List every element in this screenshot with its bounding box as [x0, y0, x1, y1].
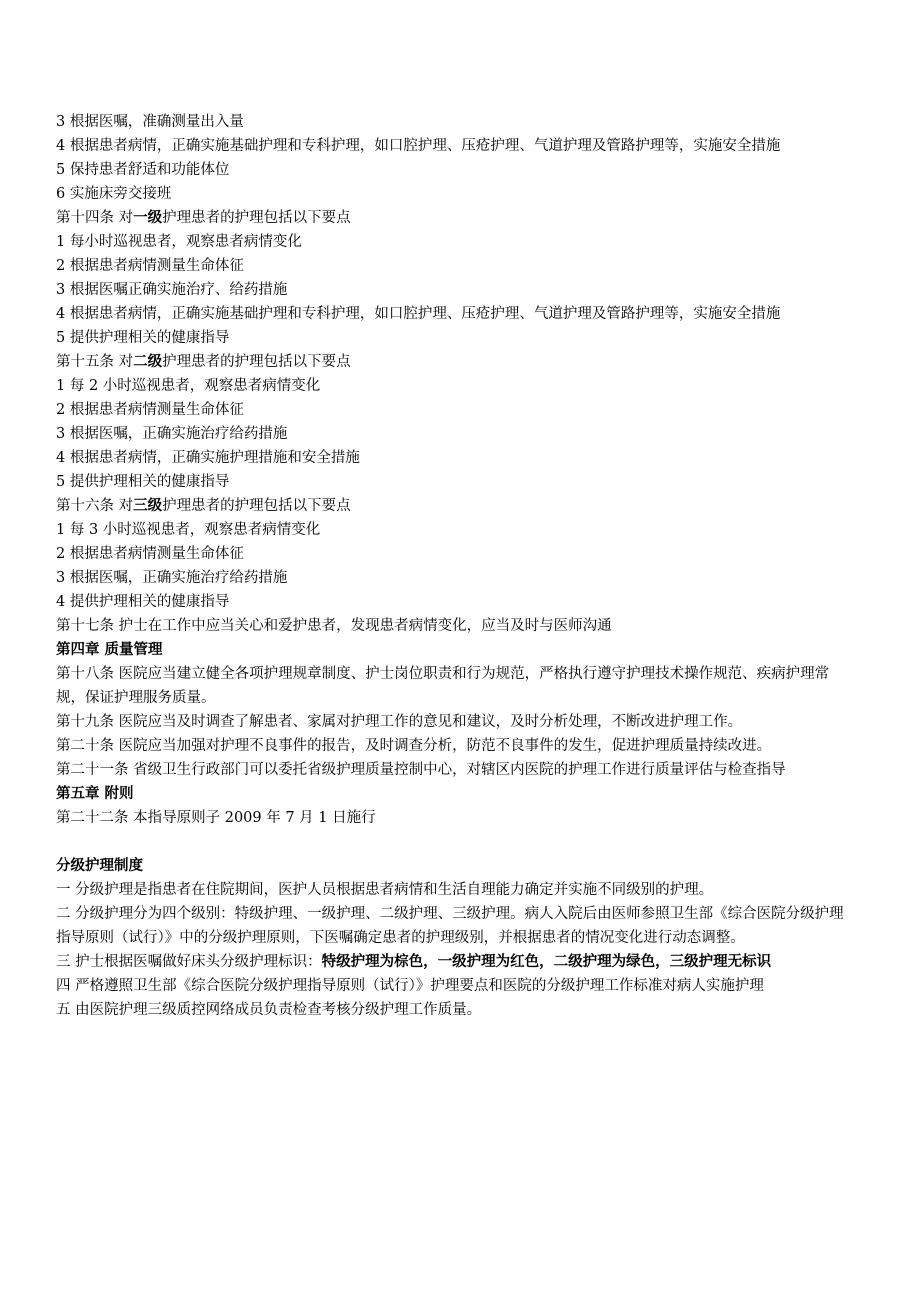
list-item: 4 根据患者病情，正确实施基础护理和专科护理，如口腔护理、压疮护理、气道护理及管路护理等，实施安全措施	[56, 306, 781, 322]
list-item: 2 根据患者病情测量生命体征	[56, 402, 244, 418]
article-heading-suffix: 护理患者的护理包括以下要点	[162, 354, 351, 370]
system-paragraph-4: 四 严格遵照卫生部《综合医院分级护理指导原则（试行）》护理要点和医院的分级护理工作标准对病人实施护理	[56, 978, 764, 994]
system-title: 分级护理制度	[56, 857, 143, 874]
care-level: 一级	[133, 209, 163, 226]
document-body	[56, 110, 856, 1022]
chapter-4-title: 第四章 质量管理	[56, 641, 163, 658]
system-paragraph-5: 五 由医院护理三级质控网络成员负责检查考核分级护理工作质量。	[56, 1002, 482, 1018]
color-code-text: 特级护理为棕色，一级护理为红色，二级护理为绿色，三级护理无标识	[321, 953, 772, 970]
article-20: 第二十条 医院应当加强对护理不良事件的报告，及时调查分析，防范不良事件的发生，促进护理质量持续改进。	[56, 738, 772, 754]
chapter-5-title: 第五章 附则	[56, 785, 134, 802]
text-line: 5 保持患者舒适和功能体位	[56, 162, 230, 178]
text-line: 6 实施床旁交接班	[56, 186, 172, 202]
article-heading-prefix: 第十六条 对	[56, 498, 134, 514]
article-heading-prefix: 第十四条 对	[56, 210, 134, 226]
system-paragraph-3	[56, 950, 856, 974]
list-item: 3 根据医嘱，正确实施治疗给药措施	[56, 570, 288, 586]
article-15-heading	[56, 350, 856, 374]
spacer	[56, 830, 856, 854]
article-heading-suffix: 护理患者的护理包括以下要点	[162, 498, 351, 514]
article-22: 第二十二条 本指导原则子 2009 年 7 月 1 日施行	[56, 810, 376, 826]
system-paragraph-1: 一 分级护理是指患者在住院期间，医护人员根据患者病情和生活自理能力确定并实施不同级别的护理。	[56, 882, 714, 898]
list-item: 2 根据患者病情测量生命体征	[56, 546, 244, 562]
list-item: 1 每 2 小时巡视患者，观察患者病情变化	[56, 378, 321, 394]
paragraph-text: 三 护士根据医嘱做好床头分级护理标识：	[56, 954, 322, 970]
care-level: 三级	[133, 497, 163, 514]
article-14-heading	[56, 206, 856, 230]
list-item: 1 每 3 小时巡视患者，观察患者病情变化	[56, 522, 321, 538]
article-heading-suffix: 护理患者的护理包括以下要点	[162, 210, 351, 226]
article-19: 第十九条 医院应当及时调查了解患者、家属对护理工作的意见和建议，及时分析处理，不断改进护理工作。	[56, 714, 743, 730]
article-17: 第十七条 护士在工作中应当关心和爱护患者，发现患者病情变化，应当及时与医师沟通	[56, 618, 612, 634]
list-item: 5 提供护理相关的健康指导	[56, 330, 230, 346]
list-item: 3 根据医嘱正确实施治疗、给药措施	[56, 282, 288, 298]
list-item: 4 根据患者病情，正确实施护理措施和安全措施	[56, 450, 360, 466]
list-item: 2 根据患者病情测量生命体征	[56, 258, 244, 274]
article-18: 第十八条 医院应当建立健全各项护理规章制度、护士岗位职责和行为规范，严格执行遵守护理技术操作规范、疾病护理常规，保证护理服务质量。	[56, 666, 830, 706]
list-item: 5 提供护理相关的健康指导	[56, 474, 230, 490]
system-paragraph-2: 二 分级护理分为四个级别：特级护理、一级护理、二级护理、三级护理。病人入院后由医师参照卫生部《综合医院分级护理指导原则（试行）》中的分级护理原则，下医嘱确定患者的护理级别，并根据患者的情况变化进行动态调整。	[56, 906, 844, 946]
article-21: 第二十一条 省级卫生行政部门可以委托省级护理质量控制中心，对辖区内医院的护理工作进行质量评估与检查指导	[56, 762, 786, 778]
care-level: 二级	[133, 353, 163, 370]
list-item: 3 根据医嘱，正确实施治疗给药措施	[56, 426, 288, 442]
text-line: 3 根据医嘱，准确测量出入量	[56, 114, 244, 130]
list-item: 1 每小时巡视患者，观察患者病情变化	[56, 234, 302, 250]
list-item: 4 提供护理相关的健康指导	[56, 594, 230, 610]
article-heading-prefix: 第十五条 对	[56, 354, 134, 370]
text-line: 4 根据患者病情，正确实施基础护理和专科护理，如口腔护理、压疮护理、气道护理及管路护理等，实施安全措施	[56, 138, 781, 154]
article-16-heading	[56, 494, 856, 518]
